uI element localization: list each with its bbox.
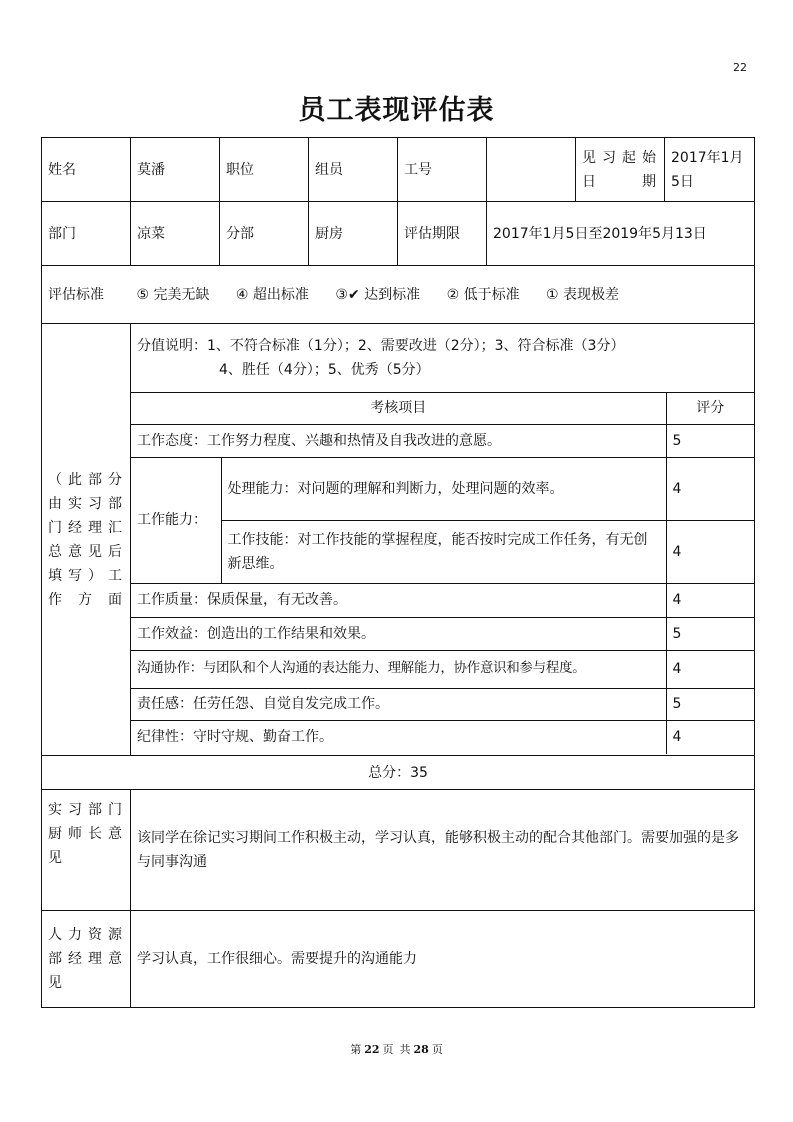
assessment-row [131, 720, 754, 754]
item-score: 5 [666, 688, 754, 720]
evaluation-form [41, 137, 755, 1008]
start-date-value: 2017年1月5日 [665, 138, 755, 202]
assessment-row [131, 457, 754, 520]
item-score: 4 [666, 457, 754, 520]
chef-opinion-label: 实习部门厨师长意见 [42, 790, 131, 911]
assessment-row [131, 650, 754, 688]
row-total [42, 756, 755, 790]
row-hr-opinion [42, 911, 755, 1008]
standards-label: 评估标准 [48, 286, 104, 303]
department-label: 部门 [42, 202, 131, 266]
period-label: 评估期限 [398, 202, 487, 266]
footer-suffix: 页 [431, 1043, 443, 1056]
item-score: 4 [666, 720, 754, 754]
standard-item: ③✔ 达到标准 [335, 286, 421, 303]
standard-item: ① 表现极差 [546, 286, 620, 303]
item-text: 责任感：任劳任怨、自觉自发完成工作。 [131, 688, 666, 720]
department-value: 凉菜 [131, 202, 220, 266]
footer-current-page: 22 [364, 1043, 380, 1056]
standards-cell [42, 266, 755, 324]
name-label: 姓名 [42, 138, 131, 202]
header-item: 考核项目 [131, 392, 666, 424]
score-description [131, 324, 754, 392]
item-text: 工作态度：工作努力程度、兴趣和热情及自我改进的意愿。 [131, 424, 666, 457]
name-value: 莫潘 [131, 138, 220, 202]
assessment-row [131, 520, 754, 583]
branch-label: 分部 [220, 202, 309, 266]
item-text: 工作技能：对工作技能的掌握程度，能否按时完成工作任务，有无创新思维。 [221, 520, 666, 583]
standard-item: ④ 超出标准 [235, 286, 309, 303]
total-score: 总分：35 [42, 756, 755, 790]
standard-item: ⑤ 完美无缺 [136, 286, 210, 303]
item-score: 5 [666, 617, 754, 650]
start-date-label: 见习起始日期 [576, 138, 665, 202]
item-text: 工作质量：保质保量，有无改善。 [131, 583, 666, 617]
standard-item: ② 低于标准 [446, 286, 520, 303]
employee-id-value [487, 138, 576, 202]
score-description-line2: 4、胜任（4分）；5、优秀（5分） [219, 361, 430, 378]
header-score: 评分 [666, 392, 754, 424]
position-label: 职位 [220, 138, 309, 202]
branch-value: 厨房 [309, 202, 398, 266]
section-label: （此部分由实习部门经理汇总意见后填写）工作方面 [42, 324, 131, 756]
chef-opinion-text: 该同学在徐记实习期间工作积极主动，学习认真，能够积极主动的配合其他部门。需要加强的是多与同事沟通 [131, 790, 755, 911]
row-standards [42, 266, 755, 324]
hr-opinion-label: 人力资源部经理意见 [42, 911, 131, 1008]
footer-total-pages: 28 [413, 1043, 429, 1056]
page-footer [0, 1041, 793, 1057]
assessment-row [131, 583, 754, 617]
ability-label: 工作能力： [131, 457, 221, 583]
assessment-area [131, 324, 755, 756]
assessment-header-row [131, 392, 754, 424]
row-department [42, 202, 755, 266]
item-text: 纪律性：守时守规、勤奋工作。 [131, 720, 666, 754]
position-value: 组员 [309, 138, 398, 202]
row-work-aspects [42, 324, 755, 756]
assessment-row [131, 688, 754, 720]
footer-prefix: 第 [350, 1043, 362, 1056]
row-chef-opinion [42, 790, 755, 911]
row-basic-info [42, 138, 755, 202]
item-text: 处理能力：对问题的理解和判断力，处理问题的效率。 [221, 457, 666, 520]
footer-page-word: 页 [382, 1043, 394, 1056]
score-description-line1: 分值说明：1、不符合标准（1分）；2、需要改进（2分）；3、符合标准（3分） [137, 337, 625, 354]
period-value: 2017年1月5日至2019年5月13日 [487, 202, 755, 266]
score-description-row [131, 324, 754, 392]
footer-total-word: 共 [399, 1043, 411, 1056]
item-score: 4 [666, 650, 754, 688]
item-score: 4 [666, 520, 754, 583]
hr-opinion-text: 学习认真，工作很细心。需要提升的沟通能力 [131, 911, 755, 1008]
employee-id-label: 工号 [398, 138, 487, 202]
assessment-row [131, 424, 754, 457]
item-text: 沟通协作：与团队和个人沟通的表达能力、理解能力，协作意识和参与程度。 [131, 650, 666, 688]
item-score: 4 [666, 583, 754, 617]
page-number: 22 [733, 61, 747, 74]
page-title: 员工表现评估表 [298, 95, 495, 126]
item-text: 工作效益：创造出的工作结果和效果。 [131, 617, 666, 650]
assessment-row [131, 617, 754, 650]
assessment-table [131, 324, 754, 754]
item-score: 5 [666, 424, 754, 457]
